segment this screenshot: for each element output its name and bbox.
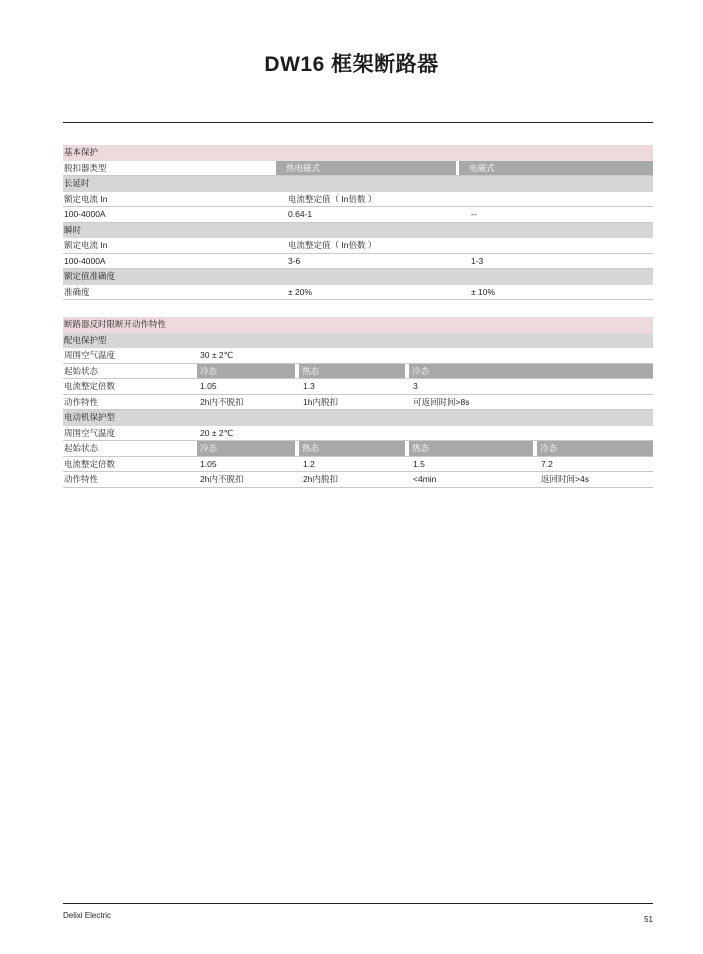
table-cell: 2h内不脱扣 [200,474,244,484]
table-cell: 7.2 [541,458,553,469]
section-header-motor [63,410,653,426]
table-cell: 2h内脱扣 [303,474,338,484]
table-cell: 电流整定值（ In倍数 ） [288,240,377,250]
table-cell: 电流整定值（ In倍数 ） [288,193,377,204]
header-cell: 冷态 [409,364,653,379]
table-cell: 20 ± 2℃ [200,427,234,438]
header-cell-magnetic: 电磁式 [459,161,653,176]
row-label: 起始状态 [64,365,99,376]
header-cell: 冷态 [197,364,295,379]
table-cell: 1.5 [413,458,425,469]
table-cell: 可返回时间>8s [413,396,470,407]
table-cell: 2h内不脱扣 [200,396,244,407]
row-label: 电流整定倍数 [64,381,116,391]
table-row [63,472,653,488]
footer-brand: Delixi Electric [63,911,112,920]
table-cell: 3-6 [288,255,301,266]
section-header-long-delay [63,176,653,192]
table-row [63,457,653,473]
page-title: DW16 框架断路器 [264,53,439,76]
table-row [63,161,653,177]
row-label: 额定电流 In [64,240,108,250]
table-row [63,192,653,208]
section-header-instant [63,223,653,239]
table-cell: ± 10% [471,286,496,297]
table-cell: 0.64-1 [288,209,313,219]
table-row [63,285,653,301]
header-cell: 冷态 [197,441,295,456]
table-cell: 1.2 [303,458,315,469]
table-cell: 1.3 [303,381,315,391]
row-label: 周围空气温度 [64,427,116,438]
table-row [63,348,653,364]
table-row [63,364,653,380]
table-row [63,441,653,457]
section-header-accuracy [63,269,653,285]
section-header-inverse-time [63,317,653,333]
table-cell: 3 [413,381,418,391]
row-label: 脱扣器类型 [64,162,107,173]
table-row [63,426,653,442]
basic-protection-table [63,145,653,300]
row-label: 动作特性 [64,474,99,484]
table-cell: <4min [413,474,437,484]
footer-divider [63,903,653,904]
table-row [63,379,653,395]
row-label: 电流整定倍数 [64,458,116,469]
table-cell: 1.05 [200,381,217,391]
table-row [63,207,653,223]
page-number: 51 [644,915,653,924]
row-label: 额定电流 In [64,193,108,204]
table-cell: -- [471,209,477,219]
section-label: 配电保护型 [64,334,107,345]
table-cell: 1.05 [200,458,217,469]
section-label-basic: 基本保护 [64,147,99,157]
section-label: 额定值准确度 [64,271,116,281]
table-cell: ± 20% [288,286,313,297]
table-cell: 返回时间>4s [541,474,589,484]
table-row [63,254,653,270]
row-label: 周围空气温度 [64,350,116,360]
table-cell: 1-3 [471,255,484,266]
section-label: 电动机保护型 [64,412,116,422]
table-row [63,238,653,254]
row-label: 准确度 [64,286,90,297]
table-cell: 1h内脱扣 [303,396,338,407]
header-cell: 热态 [409,441,533,456]
title-divider [63,122,653,123]
header-cell: 热态 [299,364,405,379]
header-cell: 热态 [299,441,405,456]
row-label: 100-4000A [64,255,106,266]
inverse-time-table [63,317,653,488]
table-row [63,395,653,411]
section-label: 瞬时 [64,224,82,235]
row-label: 起始状态 [64,443,99,453]
section-header-distribution [63,333,653,349]
section-header-basic [63,145,653,161]
row-label: 100-4000A [64,209,106,219]
table-cell: 30 ± 2℃ [200,350,234,360]
row-label: 动作特性 [64,396,99,407]
header-cell: 冷态 [537,441,653,456]
header-cell-thermal: 热电磁式 [276,161,456,176]
section-label: 长延时 [64,178,90,188]
section-label: 断路器反时限断开动作特性 [64,319,167,329]
